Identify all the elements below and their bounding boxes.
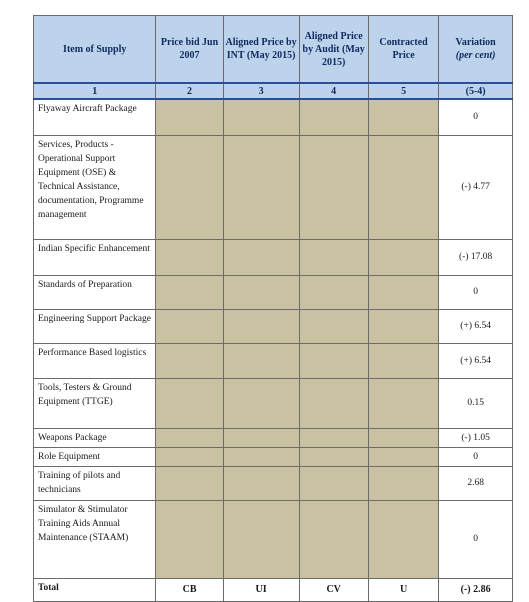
column-number: 2 <box>156 83 223 99</box>
total-row <box>34 578 513 601</box>
redacted-cell <box>156 135 223 239</box>
redacted-cell <box>299 378 368 428</box>
redacted-cell <box>368 239 438 275</box>
row-item-label: Simulator & Stimulator Training Aids Annual Maintenance (STAAM) <box>34 500 156 578</box>
column-number-row <box>34 83 513 99</box>
row-variation: (+) 6.54 <box>439 309 513 343</box>
header-contracted-price: Contracted Price <box>368 16 438 84</box>
total-aligned-int: UI <box>223 578 299 601</box>
column-number-row-group <box>34 83 513 99</box>
total-label: Total <box>34 578 156 601</box>
row-variation: 0 <box>439 275 513 309</box>
redacted-cell <box>156 378 223 428</box>
row-variation: (-) 17.08 <box>439 239 513 275</box>
supply-comparison-table <box>33 15 513 602</box>
header-variation-unit: (per cent) <box>455 50 496 61</box>
redacted-cell <box>299 135 368 239</box>
column-number: 3 <box>223 83 299 99</box>
row-item-label: Engineering Support Package <box>34 309 156 343</box>
redacted-cell <box>299 99 368 135</box>
header-aligned-price-int: Aligned Price by INT (May 2015) <box>223 16 299 84</box>
redacted-cell <box>156 500 223 578</box>
table-row <box>34 466 513 500</box>
redacted-cell <box>223 239 299 275</box>
redacted-cell <box>299 239 368 275</box>
header-price-bid: Price bid Jun 2007 <box>156 16 223 84</box>
row-item-label: Role Equipment <box>34 447 156 466</box>
column-number: 4 <box>299 83 368 99</box>
row-item-label: Training of pilots and technicians <box>34 466 156 500</box>
redacted-cell <box>368 378 438 428</box>
column-number: 1 <box>34 83 156 99</box>
redacted-cell <box>299 466 368 500</box>
row-item-label: Indian Specific Enhancement <box>34 239 156 275</box>
redacted-cell <box>299 275 368 309</box>
header-aligned-price-audit: Aligned Price by Audit (May 2015) <box>299 16 368 84</box>
row-item-label: Standards of Preparation <box>34 275 156 309</box>
row-variation: 0 <box>439 99 513 135</box>
redacted-cell <box>368 99 438 135</box>
table-row <box>34 309 513 343</box>
redacted-cell <box>368 428 438 447</box>
table-body <box>34 99 513 601</box>
redacted-cell <box>156 466 223 500</box>
row-item-label: Tools, Testers & Ground Equipment (TTGE) <box>34 378 156 428</box>
column-number: (5-4) <box>439 83 513 99</box>
total-variation: (-) 2.86 <box>439 578 513 601</box>
total-price-bid: CB <box>156 578 223 601</box>
redacted-cell <box>223 275 299 309</box>
row-variation: 2.68 <box>439 466 513 500</box>
table-row <box>34 428 513 447</box>
row-item-label: Flyaway Aircraft Package <box>34 99 156 135</box>
redacted-cell <box>299 500 368 578</box>
redacted-cell <box>223 343 299 378</box>
redacted-cell <box>156 428 223 447</box>
redacted-cell <box>299 309 368 343</box>
redacted-cell <box>223 428 299 447</box>
redacted-cell <box>156 447 223 466</box>
redacted-cell <box>299 343 368 378</box>
table-header <box>34 16 513 84</box>
redacted-cell <box>368 466 438 500</box>
redacted-cell <box>299 428 368 447</box>
total-aligned-audit: CV <box>299 578 368 601</box>
table-row <box>34 239 513 275</box>
row-item-label: Services, Products - Operational Support Equipment (OSE) & Technical Assistance, documentation, Programme management <box>34 135 156 239</box>
row-variation: (-) 4.77 <box>439 135 513 239</box>
table-row <box>34 275 513 309</box>
row-variation: 0 <box>439 500 513 578</box>
redacted-cell <box>156 309 223 343</box>
redacted-cell <box>368 135 438 239</box>
redacted-cell <box>156 275 223 309</box>
redacted-cell <box>156 343 223 378</box>
row-variation: 0 <box>439 447 513 466</box>
column-number: 5 <box>368 83 438 99</box>
redacted-cell <box>368 500 438 578</box>
table-row <box>34 99 513 135</box>
total-contracted: U <box>368 578 438 601</box>
redacted-cell <box>156 239 223 275</box>
header-variation <box>439 16 513 84</box>
header-item-of-supply: Item of Supply <box>34 16 156 84</box>
redacted-cell <box>223 447 299 466</box>
table-row <box>34 447 513 466</box>
row-item-label: Performance Based logistics <box>34 343 156 378</box>
row-variation: (-) 1.05 <box>439 428 513 447</box>
redacted-cell <box>223 309 299 343</box>
row-item-label: Weapons Package <box>34 428 156 447</box>
header-variation-label: Variation <box>455 37 496 48</box>
redacted-cell <box>368 309 438 343</box>
row-variation: (+) 6.54 <box>439 343 513 378</box>
table-row <box>34 343 513 378</box>
redacted-cell <box>223 135 299 239</box>
row-variation: 0.15 <box>439 378 513 428</box>
table-row <box>34 378 513 428</box>
redacted-cell <box>223 99 299 135</box>
redacted-cell <box>368 447 438 466</box>
redacted-cell <box>299 447 368 466</box>
redacted-cell <box>368 275 438 309</box>
redacted-cell <box>223 500 299 578</box>
table-row <box>34 135 513 239</box>
redacted-cell <box>223 466 299 500</box>
redacted-cell <box>368 343 438 378</box>
redacted-cell <box>223 378 299 428</box>
table-row <box>34 500 513 578</box>
redacted-cell <box>156 99 223 135</box>
